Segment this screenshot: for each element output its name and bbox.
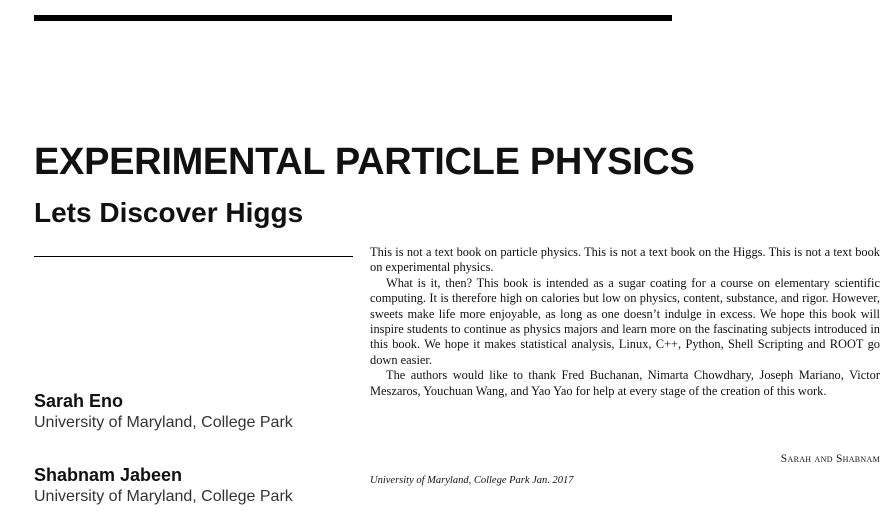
author-affiliation: University of Maryland, College Park	[34, 414, 293, 431]
author-name: Sarah Eno	[34, 391, 124, 411]
book-title: EXPERIMENTAL PARTICLE PHYSICS	[34, 141, 695, 183]
preface-paragraph: What is it, then? This book is intended as a sugar coating for a course on elementary scientific computing. It is therefore high on calories but low on physics, content, substance, and rigor. However, sweets make life more enjoyable, as long as one doesn’t indulge in excess. We hope this book will inspire students to continue as physics majors and learn more on the fascinating subjects introduced in this book. We hope it makes statistical analysis, Linux, C++, Python, Shell Scripting and ROOT go down easier.	[370, 275, 880, 367]
book-subtitle: Lets Discover Higgs	[34, 197, 304, 228]
preface-signature: Sarah and Shabnam	[780, 453, 880, 465]
title-divider	[34, 256, 353, 257]
preface-paragraph: This is not a text book on particle physics. This is not a text book on the Higgs. This is not a text book on experimental physics.	[370, 245, 880, 275]
author-block-2	[34, 464, 293, 508]
preface-text	[370, 245, 880, 399]
author-affiliation: University of Maryland, College Park	[34, 488, 293, 505]
top-rule	[34, 15, 672, 21]
author-name: Shabnam Jabeen	[34, 465, 183, 485]
preface-paragraph: The authors would like to thank Fred Buchanan, Nimarta Chowdhary, Joseph Mariano, Victor Meszaros, Youchuan Wang, and Yao Yao for help at every stage of the creation of this work.	[370, 368, 880, 398]
place-date-note: University of Maryland, College Park Jan. 2017	[370, 475, 574, 486]
author-block-1	[34, 390, 293, 434]
